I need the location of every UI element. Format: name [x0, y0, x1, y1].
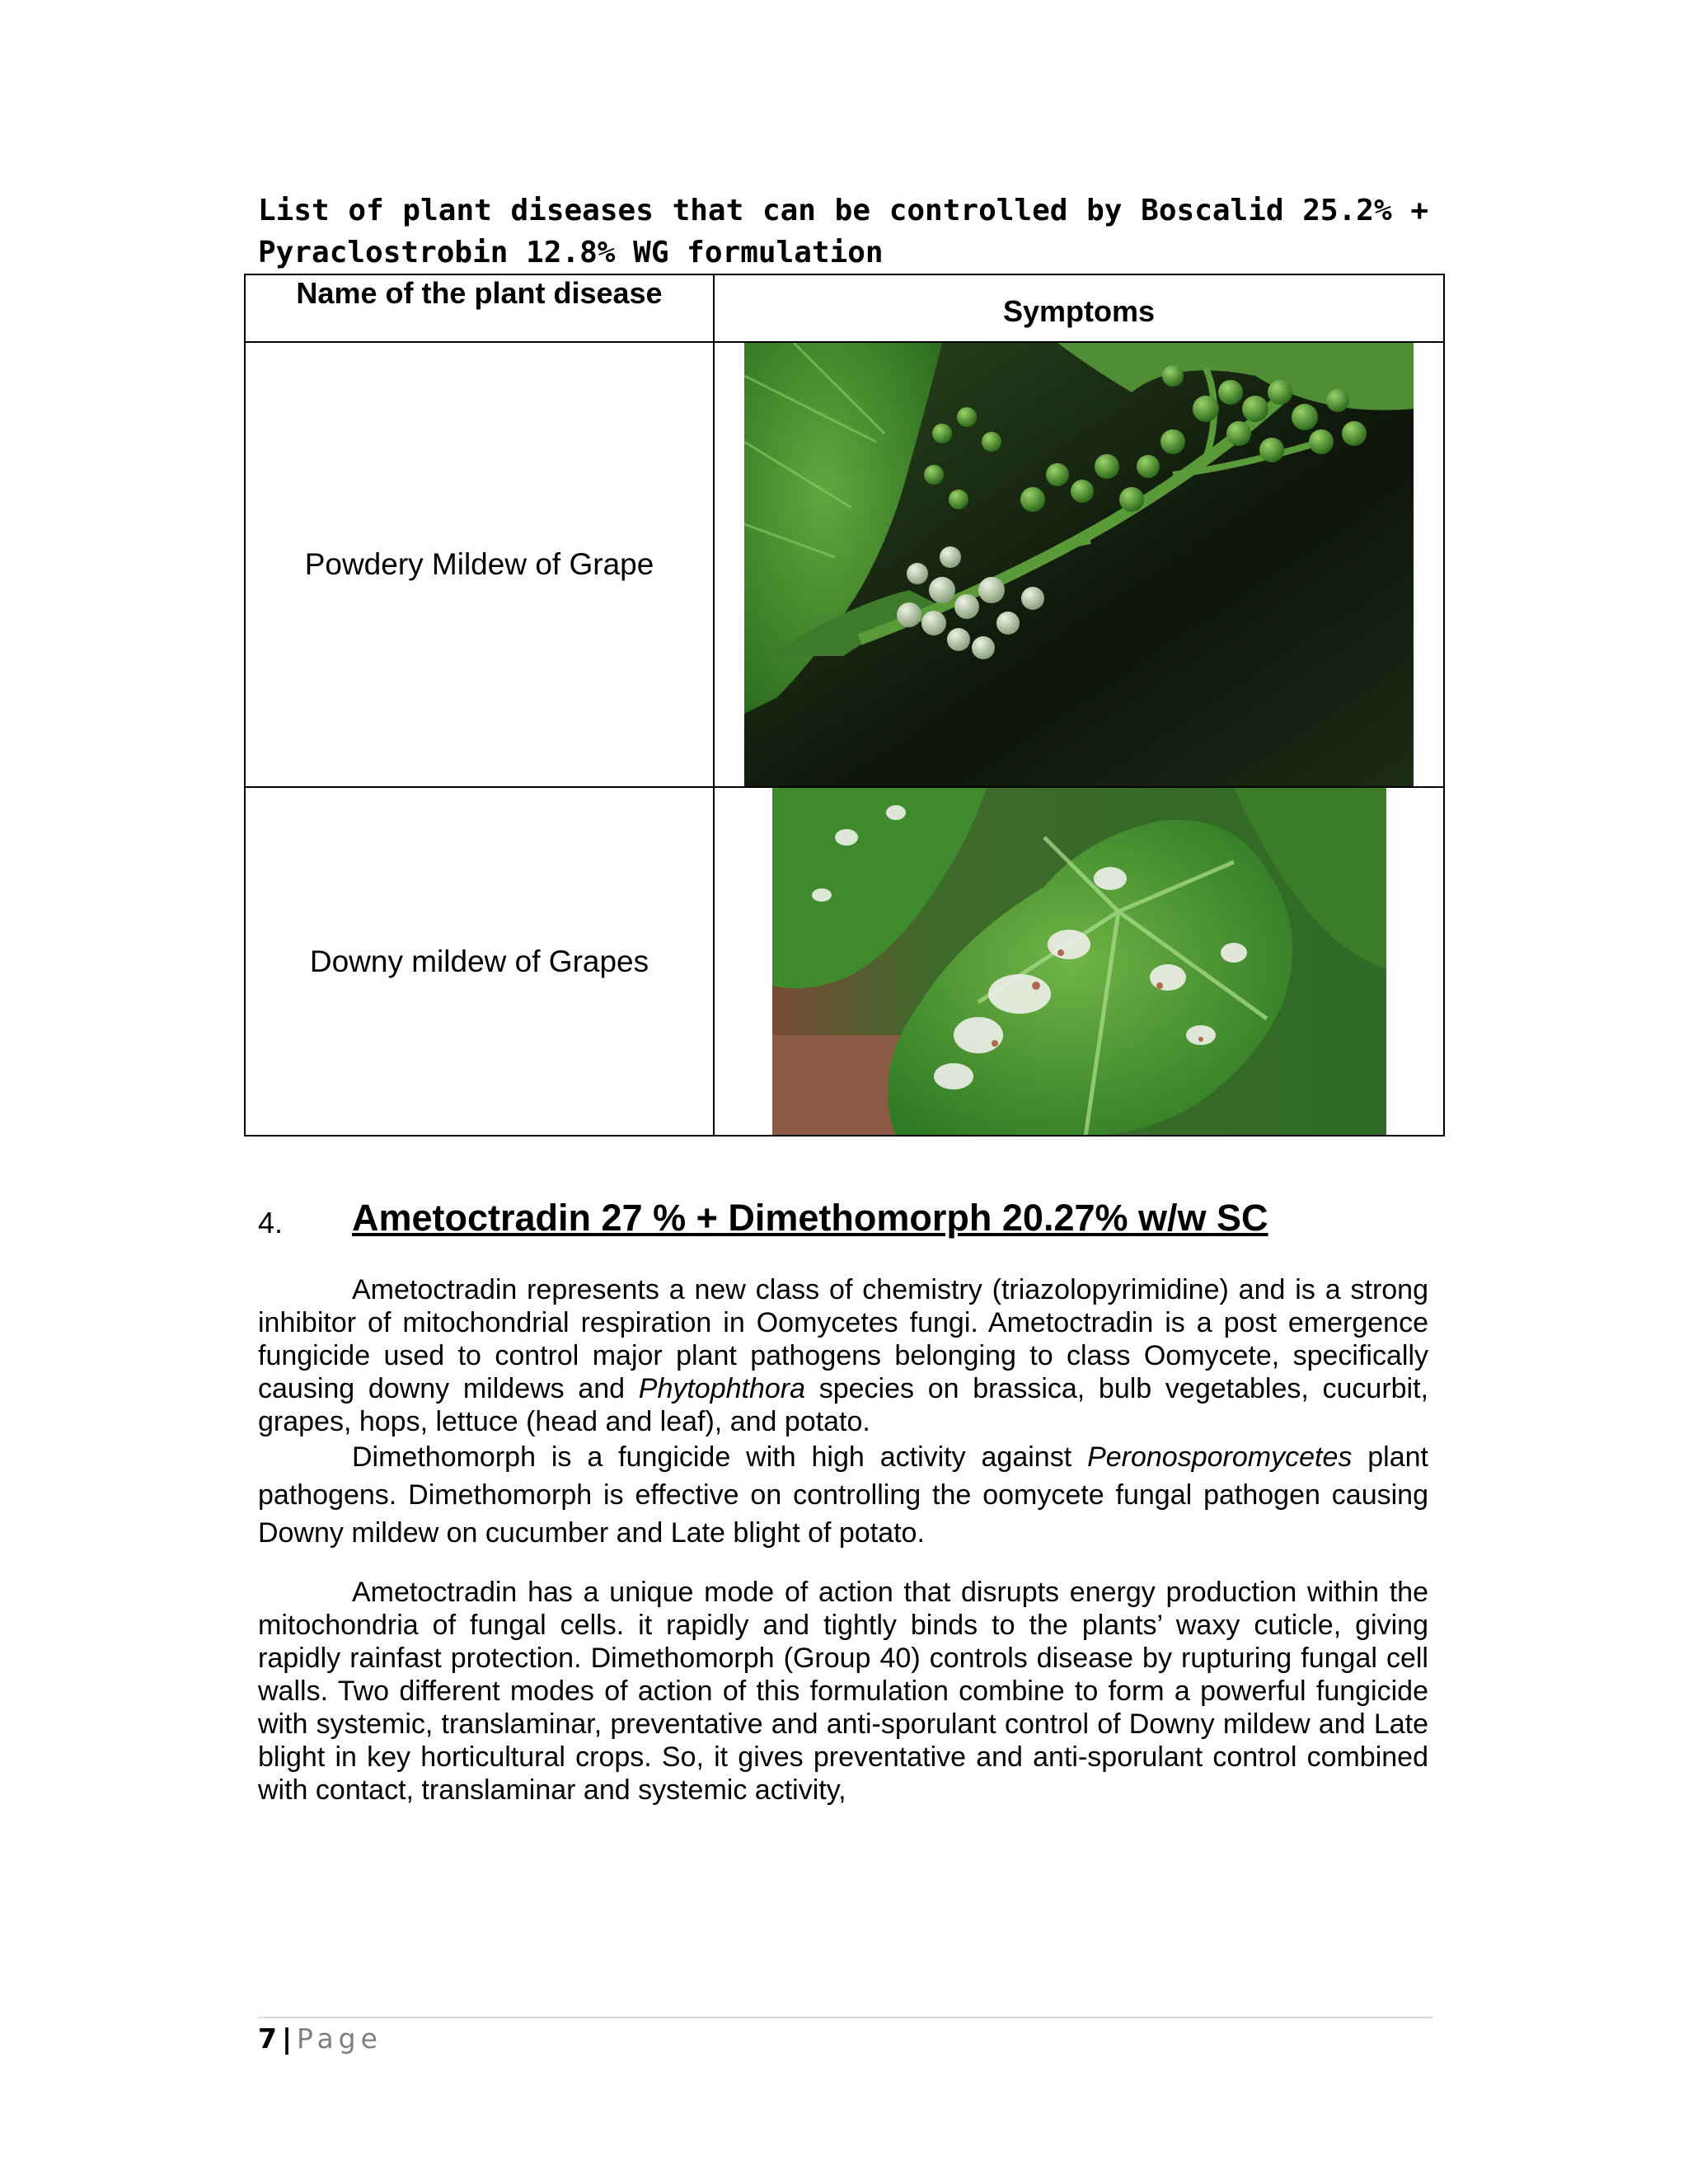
header-symptoms: Symptoms: [714, 274, 1444, 342]
paragraph-italic-term: Peronosporomycetes: [1087, 1441, 1353, 1473]
footer-divider: [258, 2017, 1432, 2018]
list-title: List of plant diseases that can be controlled by Boscalid 25.2% + Pyraclostrobin 12.8% WG formulation: [258, 194, 1428, 269]
section-title: Ametoctradin 27 % + Dimethomorph 20.27% w/w SC: [352, 1197, 1268, 1239]
table-header-row: [245, 274, 1444, 342]
header-plant-disease: Name of the plant disease: [245, 274, 714, 342]
grape-flower-cluster-powdery-mildew-photo: [744, 343, 1414, 787]
disease-table: [244, 274, 1445, 1137]
paragraph-ametoctradin: [258, 1273, 1428, 1438]
table-row: [245, 342, 1444, 787]
table-row: [245, 787, 1444, 1136]
paragraph-text: plant pathogens. Dimethomorph is effective on controlling the oomycete fungal pathogen causing Downy mildew on cucumber and Late blight of potato.: [258, 1441, 1428, 1549]
page-word: Page: [297, 2022, 382, 2055]
paragraph-dimethomorph: [258, 1438, 1428, 1552]
grape-leaf-downy-mildew-photo: [772, 788, 1386, 1136]
disease-name-powdery-mildew: Powdery Mildew of Grape: [245, 342, 714, 787]
paragraph-text: Dimethomorph is a fungicide with high activity against: [352, 1441, 1088, 1473]
paragraph-text: species on brassica, bulb vegetables, cucurbit, grapes, hops, lettuce (head and leaf), and potato.: [258, 1373, 1428, 1437]
page-footer: [258, 2022, 382, 2055]
page-number: 7: [258, 2022, 277, 2055]
paragraph-text: Ametoctradin represents a new class of chemistry (triazolopyrimidine) and is a strong inhibitor of mitochondrial respiration in Oomycetes fungi. Ametoctradin is a post emergence fungicide used to control major plant pathogens belonging to class Oomycete, specifically causing downy mildews and: [258, 1274, 1428, 1404]
paragraph-mode-of-action: Ametoctradin has a unique mode of action that disrupts energy production within the mitochondria of fungal cells. it rapidly and tightly binds to the plants’ waxy cuticle, giving rapidly rainfast protection. Dimethomorph (Group 40) controls disease by rupturing fungal cell walls. Two different modes of action of this formulation combine to form a powerful fungicide with systemic, translaminar, preventative and anti-sporulant control of Downy mildew and Late blight in key horticultural crops. So, it gives preventative and anti-sporulant control combined with contact, translaminar and systemic activity,: [258, 1577, 1428, 1806]
page-separator: |: [281, 2022, 293, 2055]
symptom-cell: [714, 787, 1444, 1136]
paragraph-italic-term: Phytophthora: [638, 1373, 806, 1404]
disease-name-downy-mildew: Downy mildew of Grapes: [245, 787, 714, 1136]
symptom-cell: [714, 342, 1444, 787]
section-number: 4.: [258, 1206, 284, 1240]
